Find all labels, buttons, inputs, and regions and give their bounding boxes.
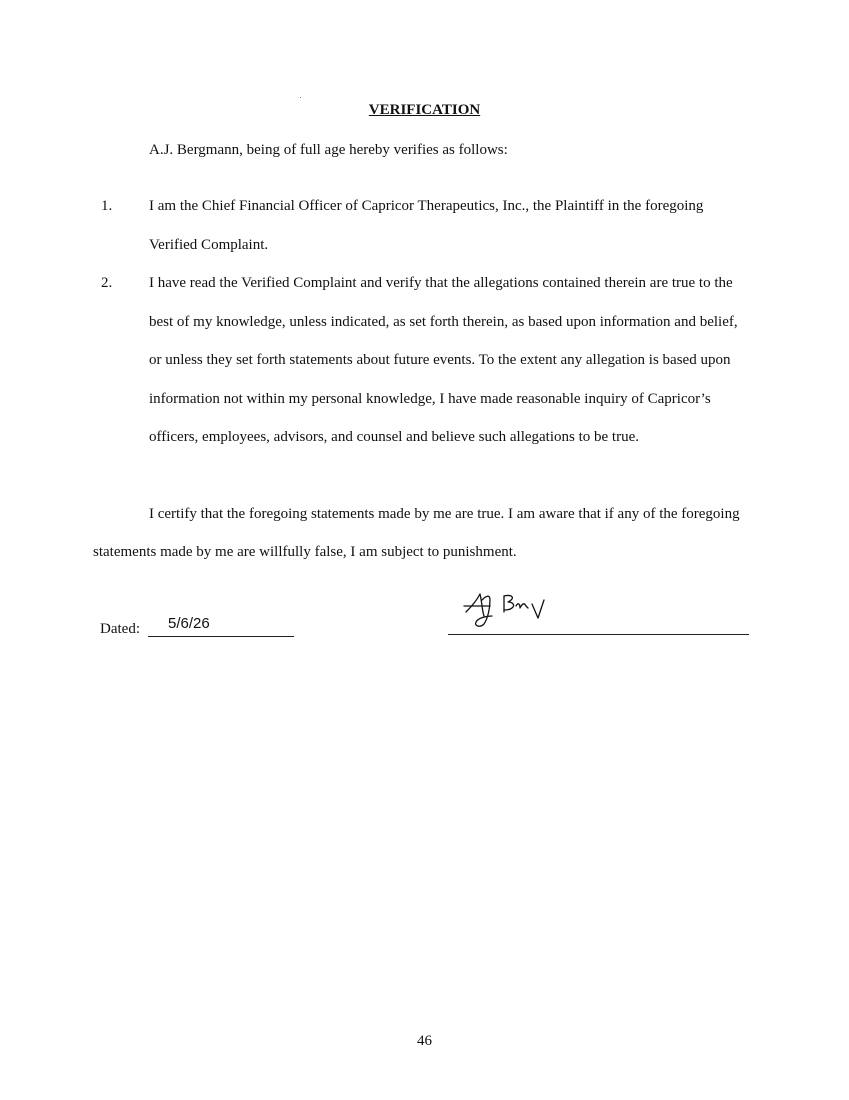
document-title: VERIFICATION bbox=[368, 102, 481, 118]
intro-paragraph: A.J. Bergmann, being of full age hereby verifies as follows: bbox=[149, 142, 508, 158]
dated-underline bbox=[148, 636, 294, 637]
dated-label: Dated: bbox=[100, 621, 140, 637]
page-number: 46 bbox=[417, 1033, 432, 1049]
item-number: 1. bbox=[101, 198, 113, 214]
signature-line bbox=[448, 634, 749, 635]
item-text: I have read the Verified Complaint and verify that the allegations contained therein are true to the best of my knowledge, unless indicated, as set forth therein, as based upon information and belief, or unless they set forth statements about future events. To the extent any allegation is based upon information not within my personal knowledge, I have made reasonable inquiry of Capricor’s officers, employees, advisors, and counsel and believe such allegations to be true. bbox=[149, 275, 738, 445]
dated-value: 5/6/26 bbox=[168, 615, 210, 632]
item-number: 2. bbox=[101, 275, 113, 291]
certification-paragraph: I certify that the foregoing statements made by me are true. I am aware that if any of the foregoing statements made by me are willfully false, I am subject to punishment. bbox=[93, 506, 740, 560]
handwritten-signature bbox=[460, 586, 560, 634]
item-text: I am the Chief Financial Officer of Capricor Therapeutics, Inc., the Plaintiff in the foregoing Verified Complaint. bbox=[149, 198, 704, 253]
scan-speck bbox=[300, 97, 301, 98]
